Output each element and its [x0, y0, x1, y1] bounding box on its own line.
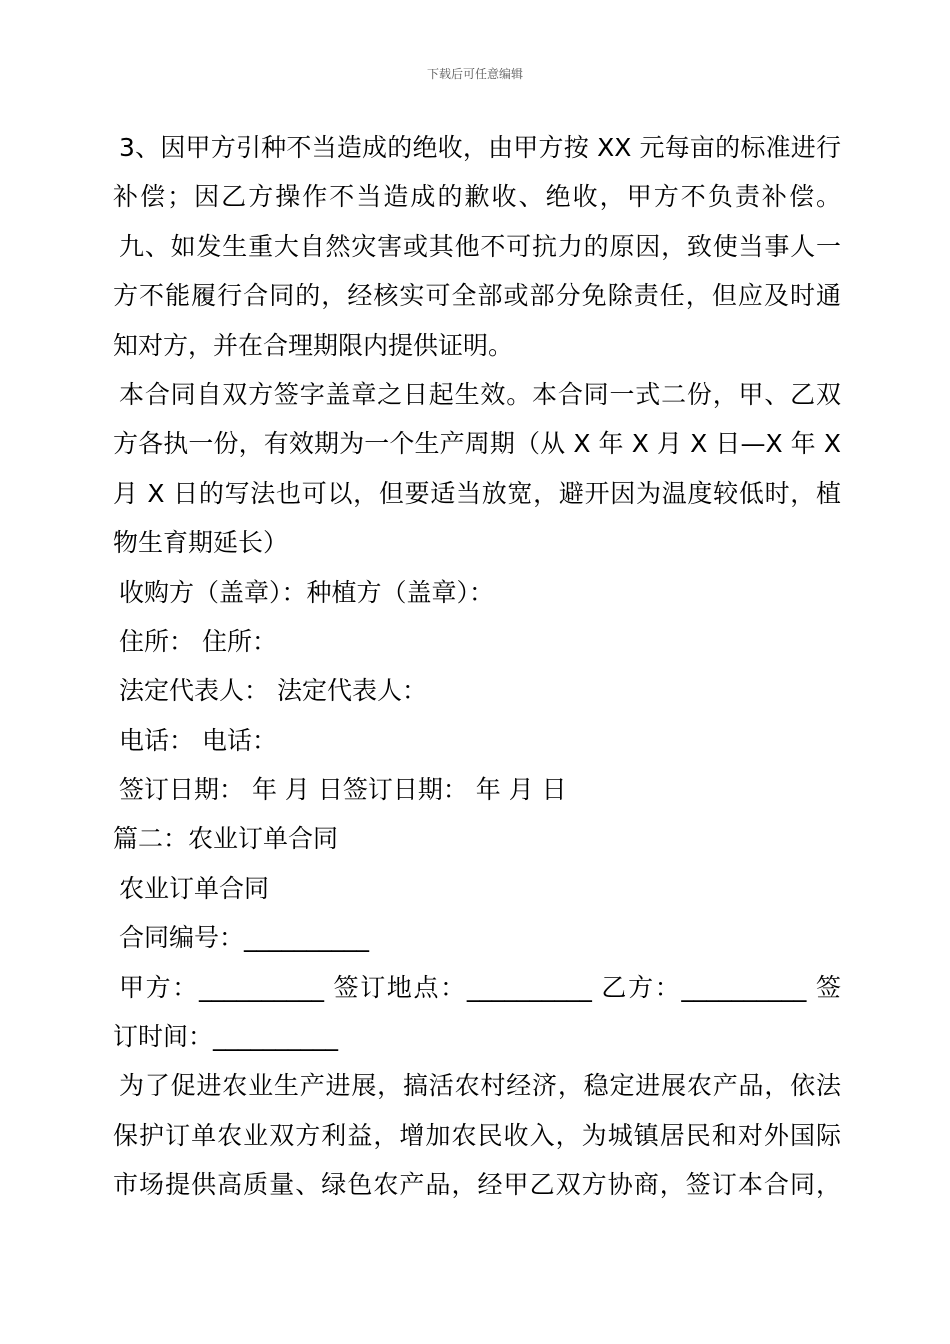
text-line: 签订日期： 年 月 日签订日期： 年 月 日 — [119, 775, 567, 805]
text-line: 合同编号：__________ — [119, 923, 370, 953]
page-header: 下载后可任意编辑 — [426, 67, 523, 81]
text-line: 月 X 日的写法也可以，但要适当放宽，避开因为温度较低时，植 — [113, 478, 841, 508]
text-line: 方不能履行合同的，经核实可全部或部分免除责任，但应及时通 — [113, 281, 841, 311]
text-line: 方各执一份，有效期为一个生产周期（从 X 年 X 月 X 日—X 年 X — [113, 429, 841, 459]
text-line: 法定代表人： 法定代表人： — [119, 676, 427, 706]
text-line: 订时间：__________ — [113, 1022, 339, 1052]
text-line: 本合同自双方签字盖章之日起生效。本合同一式二份，甲、乙双 — [119, 379, 841, 409]
text-line: 为了促进农业生产进展，搞活农村经济，稳定进展农产品，依法 — [119, 1071, 841, 1101]
contract-title: 农业订单合同 — [119, 873, 270, 903]
text-line: 物生育期延长） — [113, 528, 289, 558]
text-line: 甲方：__________ 签订地点：__________ 乙方：__________ 签 — [119, 972, 841, 1002]
text-line: 住所： 住所： — [119, 626, 277, 656]
text-line: 市场提供高质量、绿色农产品，经甲乙双方协商，签订本合同， — [113, 1170, 841, 1200]
text-line: 九、如发生重大自然灾害或其他不可抗力的原因，致使当事人一 — [119, 231, 841, 261]
text-line: 保护订单农业双方利益，增加农民收入，为城镇居民和对外国际 — [113, 1120, 841, 1150]
text-line: 补偿；因乙方操作不当造成的歉收、绝收，甲方不负责补偿。 — [113, 182, 841, 212]
text-line: 电话： 电话： — [119, 725, 277, 755]
text-line: 3、因甲方引种不当造成的绝收，由甲方按 XX 元每亩的标准进行 — [119, 133, 841, 162]
section-heading: 篇二：农业订单合同 — [113, 824, 339, 854]
text-line: 收购方（盖章）：种植方（盖章）： — [119, 577, 495, 607]
document-body — [113, 123, 841, 1210]
text-line: 知对方，并在合理期限内提供证明。 — [113, 330, 514, 360]
